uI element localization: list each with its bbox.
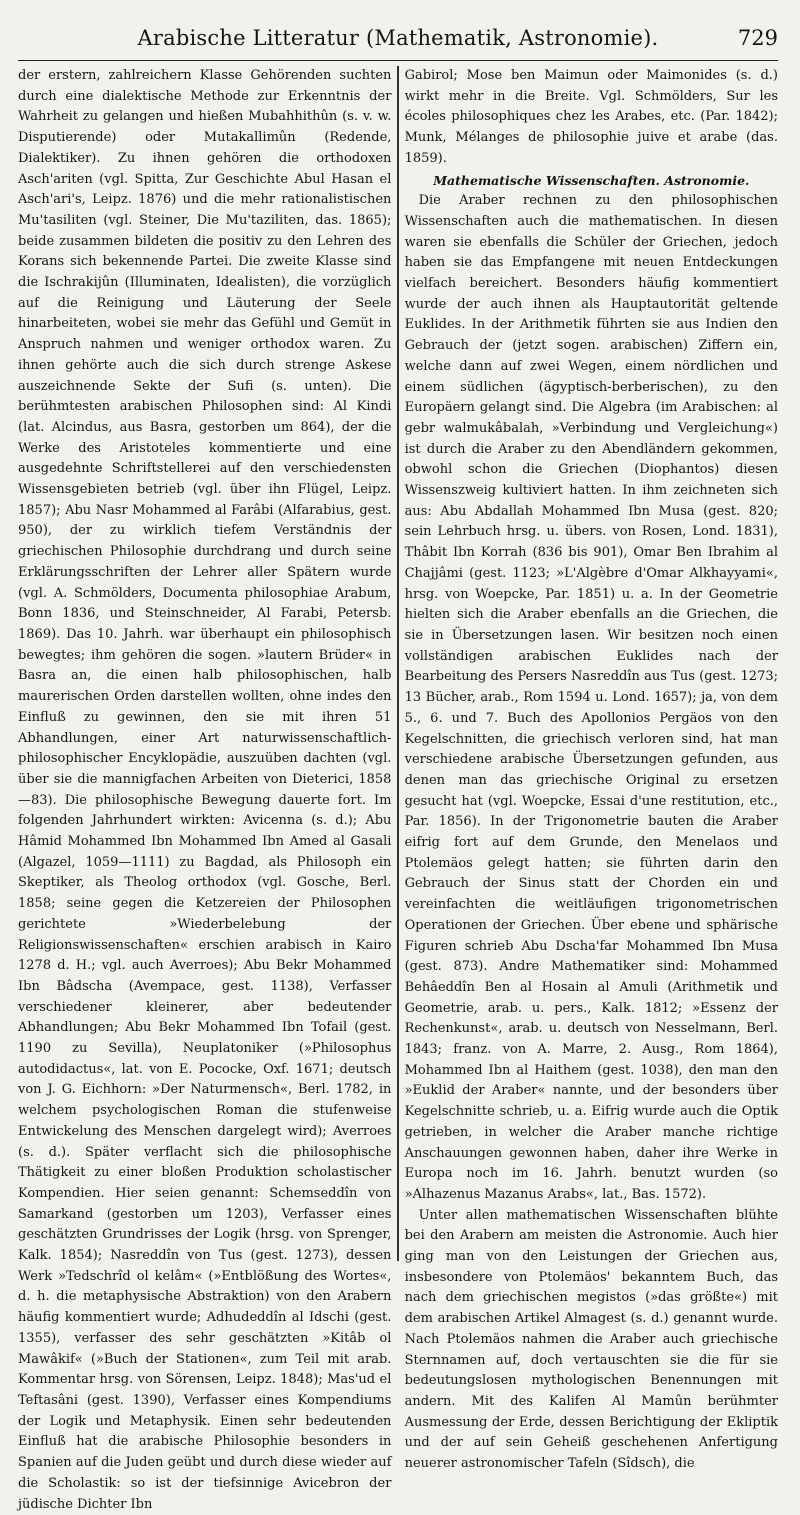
running-title: Arabische Litteratur (Mathematik, Astronomie). (137, 26, 659, 50)
section-heading: Mathematische Wissenschaften. Astronomie. (433, 172, 750, 188)
page-number: 729 (737, 26, 778, 50)
right-column (399, 66, 778, 1472)
paragraph: Unter allen mathematischen Wissenschaften blühte bei den Arabern am meisten die Astronomie. Auch hier ging man von den Leistungen der Griechen aus, insbesondere von Ptolemäos' bekanntem Buch, das nach dem griechischen megistos (»das größte«) mit dem arabischen Artikel Almagest (s. d.) genannt wurde. Nach Ptolemäos nahmen die Araber auch griechische Sternnamen auf, doch vertauschten sie die für sie bedeutungslosen mythologischen Benennungen mit andern. Mit des Kalifen Al Mamûn berühmter Ausmessung der Erde, dessen Berichtigung der Ekliptik und der auf sein Geheiß geschehenen Anfertigung neuerer astronomischer Tafeln (Sîdsch), die (404, 1207, 778, 1472)
paragraph: Gabirol; Mose ben Maimun oder Maimonides (s. d.) wirkt mehr in die Breite. Vgl. Schmölders, Sur les écoles philosophiques chez les Arabes, etc. (Par. 1842); Munk, Mélanges de philosophie juive et arabe (das. 1859). (404, 68, 778, 166)
paragraph: Die Araber rechnen zu den philosophischen Wissenschaften auch die mathematischen. In diesen waren sie ebenfalls die Schüler der Griechen, jedoch haben sie das Empfangene mit neuen Entdeckungen vielfach bereichert. Besonders häufig kommentiert wurde der auch ihnen als Hauptautorität geltende Euklides. In der Arithmetik führten sie aus Indien den Gebrauch der (jetzt sogen. arabischen) Ziffern ein, welche dann auf zwei Wegen, einem nördlichen und einem südlichen (ägyptisch-berberischen), zu den Europäern gelangt sind. Die Algebra (im Arabischen: al gebr walmukâbalah, »Verbindung und Vergleichung«) ist durch die Araber zu den Abendländern gekommen, obwohl schon die Griechen (Diophantos) diesen Wissenszweig kultiviert hatten. In ihm zeichneten sich aus: Abu Abdallah Mohammed Ibn Musa (gest. 820; sein Lehrbuch hrsg. u. übers. von Rosen, Lond. 1831), Thâbit Ibn Korrah (836 bis 901), Omar Ben Ibrahim al Chajjâmi (gest. 1123; »L'Algèbre d'Omar Alkhayyami«, hrsg. von Woepcke, Par. 1851) u. a. In der Geometrie hielten sich die Araber ebenfalls an die Griechen, die sie in Übersetzungen lasen. Wir besitzen noch einen vollständigen arabischen Euklides nach der Bearbeitung des Persers Nasreddîn aus Tus (gest. 1273; 13 Bücher, arab., Rom 1594 u. Lond. 1657); ja, von dem 5., 6. und 7. Buch des Apollonios Pergäos von den Kegelschnitten, die griechisch verloren sind, hat man verschiedene arabische Übersetzungen gefunden, aus denen man das griechische Original zu ersetzen gesucht hat (vgl. Woepcke, Essai d'une restitution, etc., Par. 1856). In der Trigonometrie bauten die Araber eifrig fort auf dem Grunde, den Menelaos und Ptolemäos gelegt hatten; sie führten darin den Gebrauch der Sinus statt der Chorden ein und vereinfachten die weitläufigen trigonometrischen Operationen der Griechen. Über ebene und sphärische Figuren schrieb Abu Dscha'far Mohammed Ibn Musa (gest. 873). Andre Mathematiker sind: Mohammed Behâeddîn Ben al Hosain al Amuli (Arithmetik und Geometrie, arab. u. pers., Kalk. 1812; »Essenz der Rechenkunst«, arab. u. deutsch von Nesselmann, Berl. 1843; franz. von A. Marre, 2. Ausg., Rom 1864), Mohammed Ibn al Haithem (gest. 1038), den man den »Euklid der Araber« nannte, und der besonders über Kegelschnitte schrieb, u. a. Eifrig wurde auch die Optik getrieben, in welcher die Araber manche richtige Anschauungen gewonnen haben, daher ihre Werke in Europa noch im 16. Jahrh. benutzt wurden (so »Alhazenus Mazanus Arabs«, lat., Bas. 1572). (404, 193, 778, 1202)
left-column (18, 66, 397, 1512)
page-header (18, 26, 778, 61)
paragraph: der erstern, zahlreichern Klasse Gehörenden suchten durch eine dialektische Methode zur Erkenntnis der Wahrheit zu gelangen und hießen Mubahhithûn (s. v. w. Disputierende) oder Mutakallimûn (Redende, Dialektiker). Zu ihnen gehören die orthodoxen Asch'ariten (vgl. Spitta, Zur Geschichte Abul Hasan el Asch'ari's, Leipz. 1876) und die mehr rationalistischen Mu'tasiliten (vgl. Steiner, Die Mu'taziliten, das. 1865); beide zusammen bildeten die positiv zu den Lehren des Korans sich bekennende Partei. Die zweite Klasse sind die Ischrakijûn (Illuminaten, Idealisten), die vorzüglich auf die Reinigung und Läuterung der Seele hinarbeiteten, wobei sie mehr das Gefühl und Gemüt in Anspruch nahmen und weniger orthodox waren. Zu ihnen gehörte auch die sich durch strenge Askese auszeichnende Sekte der Sufi (s. unten). Die berühmtesten arabischen Philosophen sind: Al Kindi (lat. Alcindus, aus Basra, gestorben um 864), der die Werke des Aristoteles kommentierte und eine ausgedehnte Schriftstellerei auf den verschiedensten Wissensgebieten betrieb (vgl. über ihn Flügel, Leipz. 1857); Abu Nasr Mohammed al Farâbi (Alfarabius, gest. 950), der zu wirklich tiefem Verständnis der griechischen Philosophie durchdrang und durch seine Erklärungsschriften der Lehrer aller Spätern wurde (vgl. A. Schmölders, Documenta philosophiae Arabum, Bonn 1836, und Steinschneider, Al Farabi, Petersb. 1869). Das 10. Jahrh. war überhaupt ein philosophisch bewegtes; ihm gehören die sogen. »lautern Brüder« in Basra an, die einen halb philosophischen, halb maurerischen Orden darstellen wollten, ohne indes den Einfluß zu gewinnen, den sie mit ihren 51 Abhandlungen, einer Art naturwissenschaftlich-philosophischer Encyklopädie, auszuüben dachten (vgl. über sie die mannigfachen Arbeiten von Dieterici, 1858—83). Die philosophische Bewegung dauerte fort. Im folgenden Jahrhundert wirkten: Avicenna (s. d.); Abu Hâmid Mohammed Ibn Mohammed Ibn Amed al Gasali (Algazel, 1059—1111) zu Bagdad, als Philosoph ein Skeptiker, als Theolog orthodox (vgl. Gosche, Berl. 1858; seine gegen die Ketzereien der Philosophen gerichtete »Wiederbelebung der Religionswissenschaften« erschien arabisch in Kairo 1278 d. H.; vgl. auch Averroes); Abu Bekr Mohammed Ibn Bâdscha (Avempace, gest. 1138), Verfasser verschiedener kleinerer, aber bedeutender Abhandlungen; Abu Bekr Mohammed Ibn Tofail (gest. 1190 zu Sevilla), Neuplatoniker (»Philosophus autodidactus«, lat. von E. Pococke, Oxf. 1671; deutsch von J. G. Eichhorn: »Der Naturmensch«, Berl. 1782, in welchem psychologischen Roman die stufenweise Entwickelung des Menschen dargelegt wird); Averroes (s. d.). Später verflacht sich die philosophische Thätigkeit zu einer bloßen Produktion scholastischer Kompendien. Hier seien genannt: Schemseddîn von Samarkand (gestorben um 1203), Verfasser eines geschätzten Grundrisses der Logik (hrsg. von Sprenger, Kalk. 1854); Nasreddîn von Tus (gest. 1273), dessen Werk »Tedschrîd ol kelâm« (»Entblößung des Wortes«, d. h. die metaphysische Abstraktion) von den Arabern häufig kommentiert wurde; Adhudeddîn al Idschi (gest. 1355), verfasser des sehr geschätzten »Kitâb ol Mawâkif« (»Buch der Stationen«, zum Teil mit arab. Kommentar hrsg. von Sörensen, Leipz. 1848); Mas'ud el Teftasâni (gest. 1390), Verfasser eines Kompendiums der Logik und Metaphysik. Einen sehr bedeutenden Einfluß hat die arabische Philosophie besonders in Spanien auf die Juden geübt und durch diese wieder auf die Scholastik: so ist der tiefsinnige Avicebron der jüdische Dichter Ibn (18, 68, 392, 1512)
text-columns (18, 66, 778, 1512)
